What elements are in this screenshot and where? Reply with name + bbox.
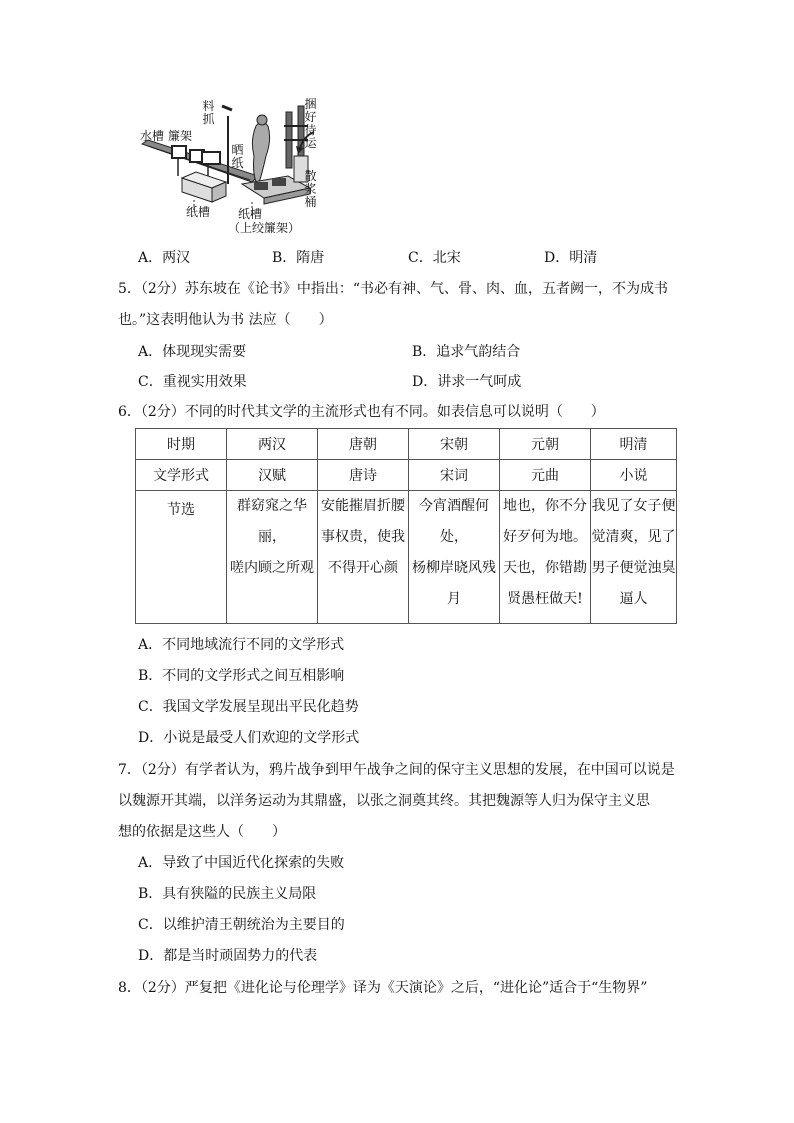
table-cell: 文学形式 xyxy=(136,460,227,491)
q5-option-c: C．重视实用效果 xyxy=(138,374,247,390)
q6-option-d: D．小说是最受人们欢迎的文学形式 xyxy=(138,730,360,746)
excerpt-line: 好歹何为地。 xyxy=(503,529,587,545)
q7-line1: 7．（2分）有学者认为，鸦片战争到甲午战争之间的保守主义思想的发展，在中国可以说是 xyxy=(118,762,675,778)
table-cell: 宋词 xyxy=(409,460,500,491)
q5-option-d: D．讲求一气呵成 xyxy=(412,374,522,390)
literature-table xyxy=(135,428,677,624)
table-cell xyxy=(500,491,591,624)
table-cell: 唐诗 xyxy=(318,460,409,491)
excerpt-line: 逼人 xyxy=(619,591,648,607)
excerpt-line: 嗟内顾之所观 xyxy=(230,560,314,576)
q7-option-c: C．以维护清王朝统治为主要目的 xyxy=(138,917,345,933)
q4-option-a: A．两汉 xyxy=(138,250,191,266)
table-cell: 两汉 xyxy=(227,429,318,460)
excerpt-line: 觉清爽，见了 xyxy=(591,529,676,545)
label-zhicao-left: 纸槽 xyxy=(186,205,211,219)
label-zhicao-right: 纸槽 xyxy=(238,207,263,221)
row-label-excerpt: 节选 xyxy=(167,502,195,518)
q6-option-a: A．不同地域流行不同的文学形式 xyxy=(138,637,345,653)
label-shuicao: 水槽 xyxy=(140,129,165,143)
q6-option-c: C．我国文学发展呈现出平民化趋势 xyxy=(138,699,359,715)
table-cell: 唐朝 xyxy=(318,429,409,460)
table-cell xyxy=(227,491,318,624)
table-row xyxy=(136,460,677,491)
excerpt-line: 不得开心颜 xyxy=(328,560,398,576)
q4-option-d: D．明清 xyxy=(544,250,598,266)
q4-option-b: B．隋唐 xyxy=(272,250,325,266)
papermaking-figure xyxy=(138,96,348,240)
excerpt-line: 群窈窕之华丽， xyxy=(237,498,307,545)
q5-line1: 5．（2分）苏东坡在《论书》中指出：“书必有神、气、骨、肉、血，五者阙一，不为成书 xyxy=(118,281,668,297)
q5-line2: 也。”这表明他认为书 法应（ ） xyxy=(118,312,333,328)
label-shaizhi: 晒纸 xyxy=(231,143,244,170)
excerpt-line: 今宵酒醒何处， xyxy=(419,498,489,545)
table-cell: 汉赋 xyxy=(227,460,318,491)
table-cell: 明清 xyxy=(591,429,677,460)
label-liaozhua: 料抓 xyxy=(202,99,215,126)
q7-option-a: A．导致了中国近代化探索的失败 xyxy=(138,855,345,871)
q6-option-b: B．不同的文学形式之间互相影响 xyxy=(138,668,345,684)
q7-option-d: D．都是当时顽固势力的代表 xyxy=(138,948,318,964)
table-cell xyxy=(318,491,409,624)
table-cell xyxy=(591,491,677,624)
excerpt-line: 地也，你不分 xyxy=(503,498,587,514)
excerpt-line: 月 xyxy=(447,591,461,607)
table-cell: 小说 xyxy=(591,460,677,491)
excerpt-line: 事权贵，使我 xyxy=(321,529,405,545)
excerpt-line: 天也，你错勘 xyxy=(503,560,587,576)
table-row xyxy=(136,491,677,624)
table-cell: 元朝 xyxy=(500,429,591,460)
q5-option-a: A．体现现实需要 xyxy=(138,344,247,360)
q8-line1: 8．（2分）严复把《进化论与伦理学》译为《天演论》之后，“进化论”适合于“生物界” xyxy=(118,980,648,996)
table-cell: 宋朝 xyxy=(409,429,500,460)
figure-caption: （上绞簾架） xyxy=(228,221,301,235)
label-huangjia: 簾架 xyxy=(168,129,193,143)
excerpt-line: 贤愚枉做天! xyxy=(507,591,583,607)
excerpt-line: 安能摧眉折腰 xyxy=(321,498,405,514)
q7-line2: 以魏源开其端，以洋务运动为其鼎盛，以张之洞奠其终。其把魏源等人归为保守主义思 xyxy=(118,793,650,809)
table-cell xyxy=(136,491,227,624)
q4-option-c: C．北宋 xyxy=(408,250,461,266)
label-sanjiangtong: 散浆桶 xyxy=(304,169,317,209)
q4-options xyxy=(138,248,698,268)
excerpt-line: 杨柳岸晓风残 xyxy=(412,560,496,576)
table-row xyxy=(136,429,677,460)
label-kunhao: 捆好待运 xyxy=(304,97,317,150)
q5-option-b: B．追求气韵结合 xyxy=(412,344,521,360)
table-cell xyxy=(409,491,500,624)
excerpt-line: 男子便觉浊臭 xyxy=(591,560,676,576)
q6-line1: 6．（2分）不同的时代其文学的主流形式也有不同。如表信息可以说明（ ） xyxy=(118,404,605,420)
table-cell: 时期 xyxy=(136,429,227,460)
q7-line3: 想的依据是这些人（ ） xyxy=(118,824,286,840)
table-cell: 元曲 xyxy=(500,460,591,491)
q7-option-b: B．具有狭隘的民族主义局限 xyxy=(138,886,317,902)
excerpt-line: 我见了女子便 xyxy=(591,498,676,514)
